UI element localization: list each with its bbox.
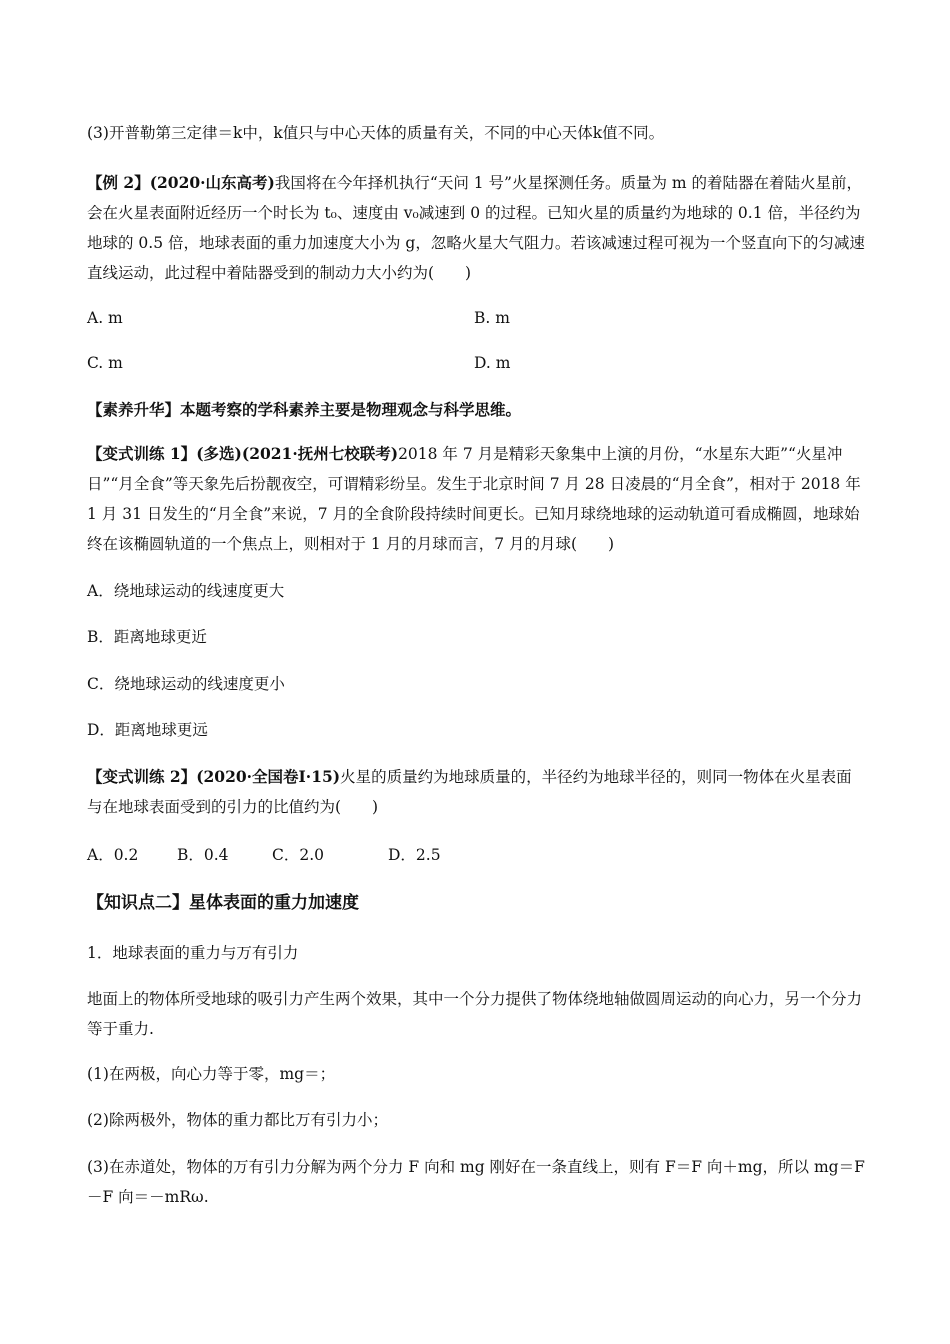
variant-1-body: 2018 年 7 月是精彩天象集中上演的月份，“水星东大距”“火星冲日”“月全食”等天象先后扮靓夜空，可谓精彩纷呈。发生于北京时间 7 月 28 日凌晨的“月全食”，相对于 2018 年 1 月 31 日发生的“月全食”来说，7 月的全食阶段持续时间更长。已知月球绕地球的运动轨道可看成椭圆，地球始终在该椭圆轨道的一个焦点上，则相对于 1 月的月球而言，7 月的月球( ) xyxy=(87,445,861,553)
section-2-point-2: (2)除两极外，物体的重力都比万有引力小； xyxy=(87,1111,388,1129)
variant-2-option-c: C．2.0 xyxy=(272,846,325,864)
example-2-option-b: B. m xyxy=(474,309,510,327)
section-2-point-3: (3)在赤道处，物体的万有引力分解为两个分力 F 向和 mg 刚好在一条直线上，则有 F＝F 向＋mg，所以 mg＝F－F 向＝－mRω. xyxy=(87,1158,865,1206)
section-2-point-1: (1)在两极，向心力等于零，mg＝； xyxy=(87,1065,336,1083)
kepler-third-law-note: (3)开普勒第三定律＝k中，k值只与中心天体的质量有关，不同的中心天体k值不同。 xyxy=(87,124,665,142)
example-2-body: 我国将在今年择机执行“天问 1 号”火星探测任务。质量为 m 的着陆器在着陆火星前，会在火星表面附近经历一个时长为 t₀、速度由 v₀减速到 0 的过程。已知火星的质量约为地球的 0.1 倍，半径约为地球的 0.5 倍，地球表面的重力加速度大小为 g，忽略火星大气阻力。若该减速过程可视为一个竖直向下的匀减速直线运动，此过程中着陆器受到的制动力大小约为( ) xyxy=(87,174,865,282)
variant-2-option-b: B．0.4 xyxy=(177,846,229,864)
variant-1 xyxy=(87,439,867,559)
variant-1-option-a: A．绕地球运动的线速度更大 xyxy=(87,582,285,600)
variant-2-option-d: D．2.5 xyxy=(388,846,441,864)
example-2-option-a: A. m xyxy=(87,309,123,327)
example-2-tag: 【例 2】 xyxy=(87,173,150,192)
variant-1-tag: 【变式训练 1】 xyxy=(87,444,197,463)
example-2-option-c: C. m xyxy=(87,354,123,372)
variant-2 xyxy=(87,762,867,822)
literacy-note: 【素养升华】本题考察的学科素养主要是物理观念与科学思维。 xyxy=(87,400,522,419)
variant-1-option-c: C．绕地球运动的线速度更小 xyxy=(87,675,285,693)
example-2-source: (2020·山东高考) xyxy=(149,173,275,192)
variant-2-option-a: A．0.2 xyxy=(87,846,139,864)
variant-1-option-b: B．距离地球更近 xyxy=(87,628,207,646)
variant-2-body: 火星的质量约为地球质量的，半径约为地球半径的，则同一物体在火星表面与在地球表面受到的引力的比值约为( ) xyxy=(87,768,852,816)
example-2-option-d: D. m xyxy=(474,354,511,372)
section-2-item-1: 1．地球表面的重力与万有引力 xyxy=(87,944,299,962)
variant-2-source: (2020·全国卷Ⅰ·15) xyxy=(196,767,341,786)
variant-1-option-d: D．距离地球更远 xyxy=(87,721,208,739)
section-2-heading: 【知识点二】星体表面的重力加速度 xyxy=(87,893,359,913)
example-2 xyxy=(87,168,867,288)
variant-1-source: (多选)(2021·抚州七校联考) xyxy=(196,444,399,463)
section-2-paragraph: 地面上的物体所受地球的吸引力产生两个效果，其中一个分力提供了物体绕地轴做圆周运动的向心力，另一个分力等于重力. xyxy=(87,990,863,1038)
variant-2-tag: 【变式训练 2】 xyxy=(87,767,197,786)
